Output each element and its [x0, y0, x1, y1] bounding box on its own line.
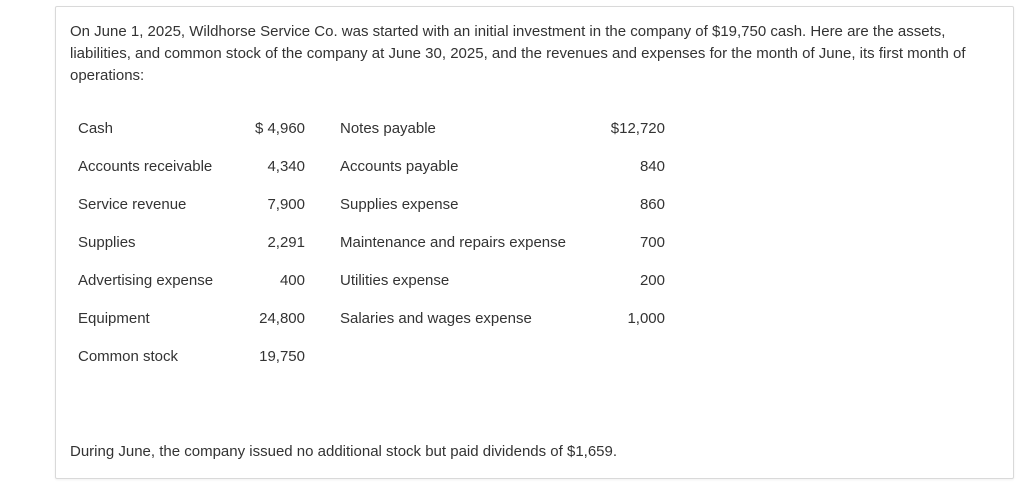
account-value: 4,340: [267, 158, 305, 175]
account-value: 400: [279, 272, 305, 289]
account-label: Cash: [78, 120, 114, 137]
account-value: 19,750: [259, 348, 305, 365]
account-label: Accounts receivable: [78, 158, 213, 175]
table-row: [56, 270, 1013, 292]
account-label: Salaries and wages expense: [340, 310, 532, 327]
account-value: 840: [639, 158, 665, 175]
account-label: Supplies: [78, 234, 136, 251]
account-value: 1,000: [627, 310, 665, 327]
problem-intro: On June 1, 2025, Wildhorse Service Co. was started with an initial investment in the company of $19,750 cash. Here are the assets, liabilities, and common stock of the company at June 30, 2025, and the revenues and expenses for the month of June, its first month of operations:: [70, 23, 966, 84]
account-value: 2,291: [267, 234, 305, 251]
account-value: 700: [639, 234, 665, 251]
account-label: Supplies expense: [340, 196, 459, 213]
table-row: [56, 346, 1013, 368]
account-label: Common stock: [78, 348, 179, 365]
table-row: [56, 118, 1013, 140]
table-row: [56, 308, 1013, 330]
problem-card: [55, 6, 1014, 479]
account-label: Advertising expense: [78, 272, 214, 289]
table-row: [56, 194, 1013, 216]
account-label: Service revenue: [78, 196, 187, 213]
account-value: 24,800: [259, 310, 305, 327]
table-row: [56, 232, 1013, 254]
account-label: Utilities expense: [340, 272, 450, 289]
account-value: 7,900: [267, 196, 305, 213]
account-value: $ 4,960: [254, 120, 305, 137]
account-value: $12,720: [610, 120, 665, 137]
table-row: [56, 156, 1013, 178]
account-value: 200: [639, 272, 665, 289]
account-label: Maintenance and repairs expense: [340, 234, 566, 251]
account-value: 860: [639, 196, 665, 213]
problem-footer: During June, the company issued no additional stock but paid dividends of $1,659.: [70, 443, 618, 460]
account-label: Notes payable: [340, 120, 436, 137]
account-label: Equipment: [78, 310, 150, 327]
account-label: Accounts payable: [340, 158, 459, 175]
